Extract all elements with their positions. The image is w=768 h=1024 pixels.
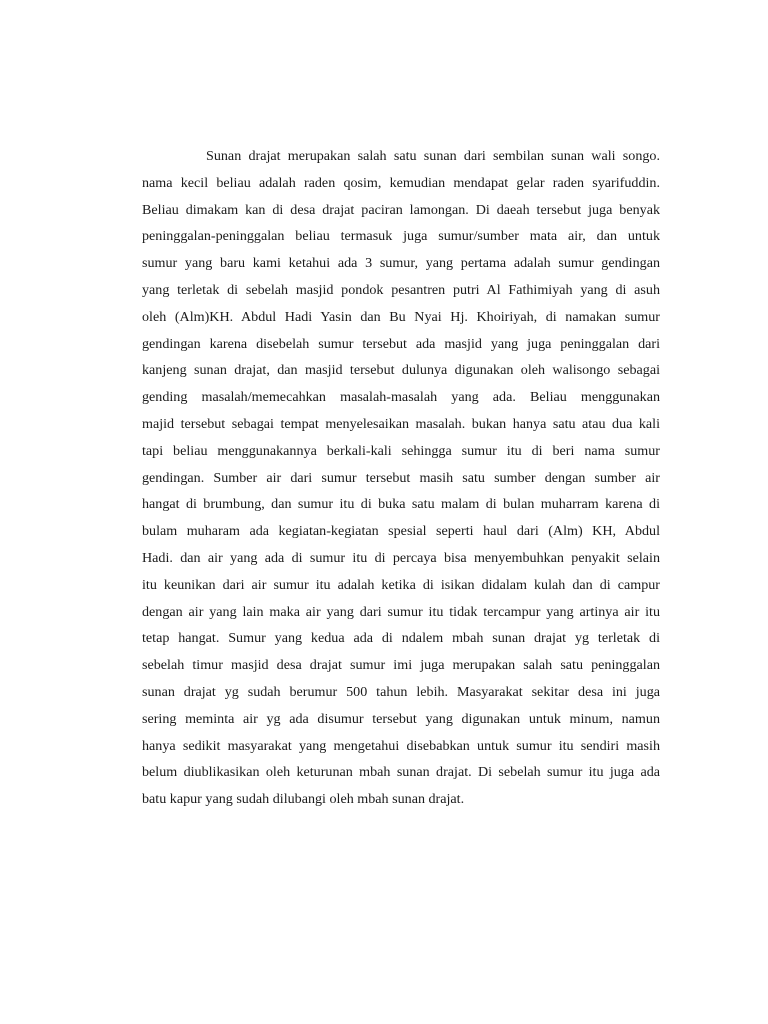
paragraph-line: hanya sedikit masyarakat yang mengetahui disebabkan untuk sumur itu sendiri masih [142,737,660,754]
paragraph-line: batu kapur yang sudah dilubangi oleh mbah sunan drajat. [142,791,465,808]
paragraph-line: peninggalan-peninggalan beliau termasuk juga sumur/sumber mata air, dan untuk [142,228,660,245]
paragraph-line: Sunan drajat merupakan salah satu sunan dari sembilan sunan wali songo. [206,148,660,164]
paragraph-line: Beliau dimakam kan di desa drajat paciran lamongan. Di daeah tersebut juga benyak [142,201,660,218]
paragraph-line: hangat di brumbung, dan sumur itu di buka satu malam di bulan muharram karena di [142,496,660,513]
paragraph-line: bulam muharam ada kegiatan-kegiatan spesial seperti haul dari (Alm) KH, Abdul [142,523,660,540]
paragraph-line: majid tersebut sebagai tempat menyelesaikan masalah. bukan hanya satu atau dua kali [142,415,660,432]
paragraph-line: sumur yang baru kami ketahui ada 3 sumur, yang pertama adalah sumur gendingan [142,255,660,272]
paragraph-line: sebelah timur masjid desa drajat sumur imi juga merupakan salah satu peninggalan [142,657,660,674]
paragraph-line: tetap hangat. Sumur yang kedua ada di ndalem mbah sunan drajat yg terletak di [142,630,660,647]
paragraph-line: gendingan. Sumber air dari sumur tersebut masih satu sumber dengan sumber air [142,469,660,486]
paragraph-line: kanjeng sunan drajat, dan masjid tersebut dulunya digunakan oleh walisongo sebagai [142,362,660,379]
paragraph-line: oleh (Alm)KH. Abdul Hadi Yasin dan Bu Nyai Hj. Khoiriyah, di namakan sumur [142,308,660,325]
paragraph-line: sering meminta air yg ada disumur tersebut yang digunakan untuk minum, namun [142,710,660,727]
paragraph-line: Hadi. dan air yang ada di sumur itu di percaya bisa menyembuhkan penyakit selain [142,549,660,566]
paragraph-line: itu keunikan dari air sumur itu adalah ketika di isikan didalam kulah dan di campur [142,576,660,593]
paragraph-line: sunan drajat yg sudah berumur 500 tahun lebih. Masyarakat sekitar desa ini juga [142,683,660,700]
paragraph-line: tapi beliau menggunakannya berkali-kali sehingga sumur itu di beri nama sumur [142,442,660,459]
paragraph-line: dengan air yang lain maka air yang dari sumur itu tidak tercampur yang artinya air itu [142,603,660,620]
paragraph-line: gending masalah/memecahkan masalah-masalah yang ada. Beliau menggunakan [142,389,660,406]
paragraph-line: gendingan karena disebelah sumur tersebut ada masjid yang juga peninggalan dari [142,335,660,352]
paragraph-line: nama kecil beliau adalah raden qosim, kemudian mendapat gelar raden syarifuddin. [142,174,660,191]
paragraph-line: yang terletak di sebelah masjid pondok pesantren putri Al Fathimiyah yang di asuh [142,281,660,298]
paragraph-line: belum diublikasikan oleh keturunan mbah sunan drajat. Di sebelah sumur itu juga ada [142,764,660,781]
body-paragraph [142,143,660,813]
